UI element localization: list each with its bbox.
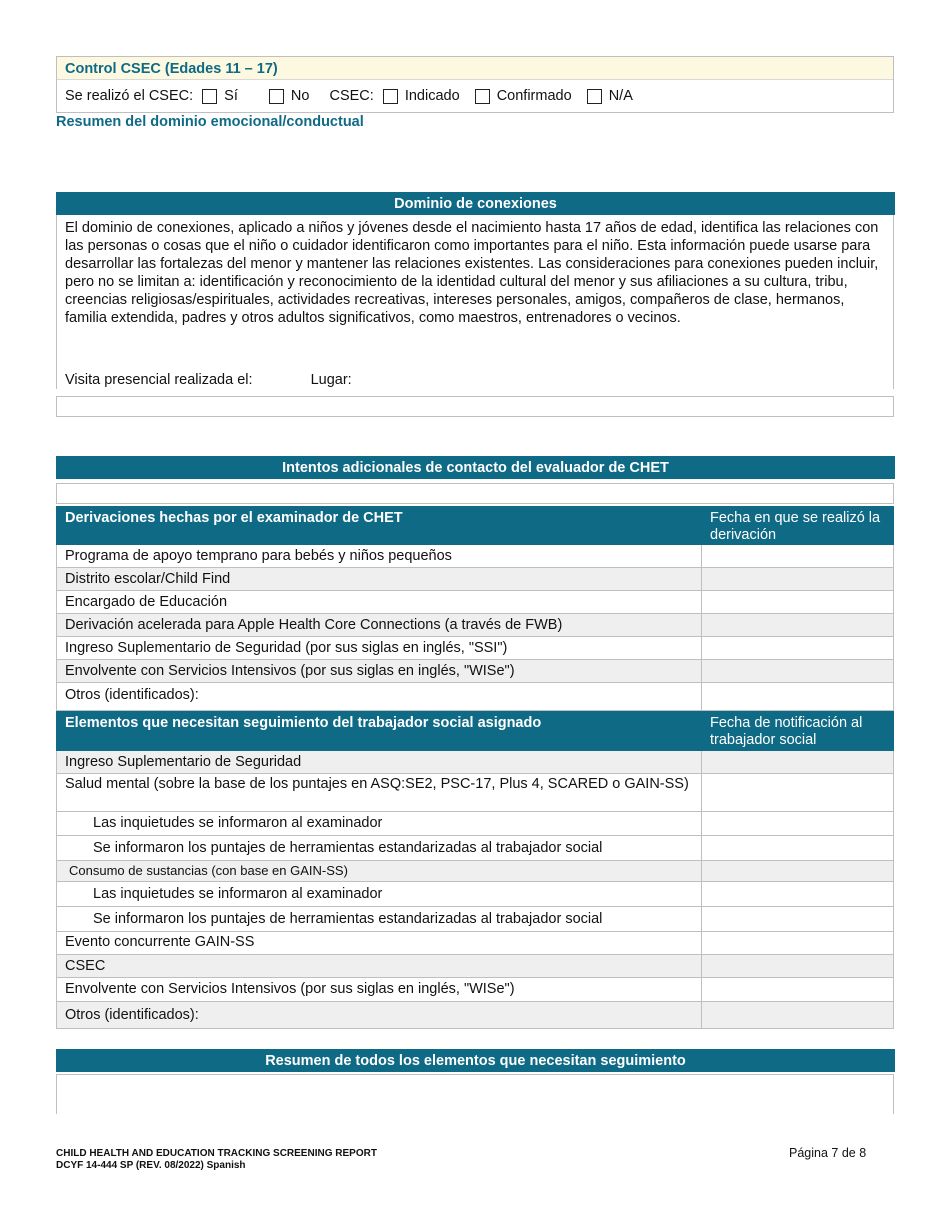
csec-confirmed-label: Confirmado xyxy=(496,88,572,104)
connections-body: El dominio de conexiones, aplicado a niños y jóvenes desde el nacimiento hasta 17 años de edad, identifica las relaciones con las personas o cosas que el niño o cuidador identificaron como importantes para el niño. Esta información puede usarse para desarrollar las fortalezas del menor y mantener las relaciones existentes. Las consideraciones para conexiones pueden incluir, pero no se limitan a: identificación y reconocimiento de la identidad cultural del menor y sus afiliaciones a su cultura, tribu, creencias religiosas/espirituales, actividades recreativas, intereses personales, amigos, compañeros de clase, hermanos, familia extendida, padres y otros adultos significativos, como maestros, entrenadores o vecinos. xyxy=(65,220,879,326)
connections-input-field[interactable] xyxy=(56,396,894,417)
table-row xyxy=(57,614,894,637)
csec-confirmed-checkbox[interactable] xyxy=(475,89,490,104)
table-row xyxy=(57,861,894,882)
followup-date-cell[interactable] xyxy=(702,774,894,812)
followup-subitem: Se informaron los puntajes de herramientas estandarizadas al trabajador social xyxy=(57,907,702,932)
followup-item: Salud mental (sobre la base de los puntajes en ASQ:SE2, PSC-17, Plus 4, SCARED o GAIN-SS) xyxy=(57,774,702,812)
referral-item: Programa de apoyo temprano para bebés y niños pequeños xyxy=(57,545,702,568)
csec-yes-checkbox[interactable] xyxy=(202,89,217,104)
table-row xyxy=(57,1002,894,1029)
table-row xyxy=(57,591,894,614)
table-row xyxy=(57,907,894,932)
footer-form-number: DCYF 14-444 SP (REV. 08/2022) Spanish xyxy=(56,1160,246,1171)
referral-date-cell[interactable] xyxy=(702,614,894,637)
followup-date-cell[interactable] xyxy=(702,1002,894,1029)
followup-date-cell[interactable] xyxy=(702,882,894,907)
table-row xyxy=(57,568,894,591)
referral-item: Ingreso Suplementario de Seguridad (por sus siglas en inglés, "SSI") xyxy=(57,637,702,660)
followup-date-cell[interactable] xyxy=(702,812,894,836)
table-row xyxy=(57,955,894,978)
csec-indicated-label: Indicado xyxy=(404,88,460,104)
csec-title: Control CSEC (Edades 11 – 17) xyxy=(57,57,893,80)
followup-item: Evento concurrente GAIN-SS xyxy=(57,932,702,955)
table-row xyxy=(57,882,894,907)
referrals-date-header: Fecha en que se realizó la derivación xyxy=(702,507,894,545)
followup-subitem: Se informaron los puntajes de herramientas estandarizadas al trabajador social xyxy=(57,836,702,861)
followup-item: CSEC xyxy=(57,955,702,978)
referral-date-cell[interactable] xyxy=(702,660,894,683)
csec-options-row xyxy=(57,80,893,113)
csec-no-label: No xyxy=(290,88,310,104)
connections-box xyxy=(56,215,894,389)
csec-type-label: CSEC: xyxy=(329,88,374,104)
csec-yes-label: Sí xyxy=(224,88,238,104)
table-row xyxy=(57,932,894,955)
table-row xyxy=(57,660,894,683)
followup-item: Consumo de sustancias (con base en GAIN-SS) xyxy=(57,861,702,882)
footer-page-number: Página 7 de 8 xyxy=(789,1146,867,1160)
connections-title: Dominio de conexiones xyxy=(56,192,895,215)
referral-item: Encargado de Educación xyxy=(57,591,702,614)
emotional-summary-heading: Resumen del dominio emocional/conductual xyxy=(56,114,364,130)
followup-item: Otros (identificados): xyxy=(57,1002,702,1029)
csec-indicated-checkbox[interactable] xyxy=(383,89,398,104)
referral-date-cell[interactable] xyxy=(702,568,894,591)
referral-item: Otros (identificados): xyxy=(57,683,702,711)
visit-place-label: Lugar: xyxy=(310,372,352,388)
table-row xyxy=(57,978,894,1002)
footer-report-title: CHILD HEALTH AND EDUCATION TRACKING SCREENING REPORT xyxy=(56,1148,377,1159)
summary-input-field[interactable] xyxy=(56,1074,894,1114)
referrals-table xyxy=(56,506,894,1029)
table-row xyxy=(57,637,894,660)
followup-date-header: Fecha de notificación al trabajador social xyxy=(702,711,894,751)
referral-date-cell[interactable] xyxy=(702,591,894,614)
csec-no-checkbox[interactable] xyxy=(269,89,284,104)
followup-subitem: Las inquietudes se informaron al examinador xyxy=(57,812,702,836)
referral-item: Distrito escolar/Child Find xyxy=(57,568,702,591)
table-row xyxy=(57,751,894,774)
table-row xyxy=(57,683,894,711)
footer-form-info xyxy=(56,1148,377,1172)
table-row xyxy=(57,836,894,861)
referral-date-cell[interactable] xyxy=(702,637,894,660)
referral-item: Derivación acelerada para Apple Health Core Connections (a través de FWB) xyxy=(57,614,702,637)
csec-na-label: N/A xyxy=(608,88,633,104)
connections-visit-row xyxy=(65,372,352,388)
table-row xyxy=(57,545,894,568)
followup-date-cell[interactable] xyxy=(702,751,894,774)
followup-date-cell[interactable] xyxy=(702,907,894,932)
csec-na-checkbox[interactable] xyxy=(587,89,602,104)
visit-date-label: Visita presencial realizada el: xyxy=(65,372,253,388)
table-row xyxy=(57,774,894,812)
followup-date-cell[interactable] xyxy=(702,978,894,1002)
followup-date-cell[interactable] xyxy=(702,932,894,955)
summary-title: Resumen de todos los elementos que necesitan seguimiento xyxy=(56,1049,895,1072)
followup-subitem: Las inquietudes se informaron al examinador xyxy=(57,882,702,907)
referral-date-cell[interactable] xyxy=(702,545,894,568)
csec-section xyxy=(56,56,894,113)
referral-item: Envolvente con Servicios Intensivos (por sus siglas en inglés, "WISe") xyxy=(57,660,702,683)
referrals-header: Derivaciones hechas por el examinador de CHET xyxy=(57,507,702,545)
referral-date-cell[interactable] xyxy=(702,683,894,711)
followup-item: Ingreso Suplementario de Seguridad xyxy=(57,751,702,774)
csec-done-label: Se realizó el CSEC: xyxy=(65,88,194,104)
followup-date-cell[interactable] xyxy=(702,861,894,882)
attempts-input-field[interactable] xyxy=(56,483,894,504)
followup-header: Elementos que necesitan seguimiento del trabajador social asignado xyxy=(57,711,702,751)
followup-date-cell[interactable] xyxy=(702,955,894,978)
table-row xyxy=(57,812,894,836)
followup-date-cell[interactable] xyxy=(702,836,894,861)
attempts-title: Intentos adicionales de contacto del evaluador de CHET xyxy=(56,456,895,479)
followup-item: Envolvente con Servicios Intensivos (por sus siglas en inglés, "WISe") xyxy=(57,978,702,1002)
referrals-table-wrap xyxy=(56,506,894,1029)
